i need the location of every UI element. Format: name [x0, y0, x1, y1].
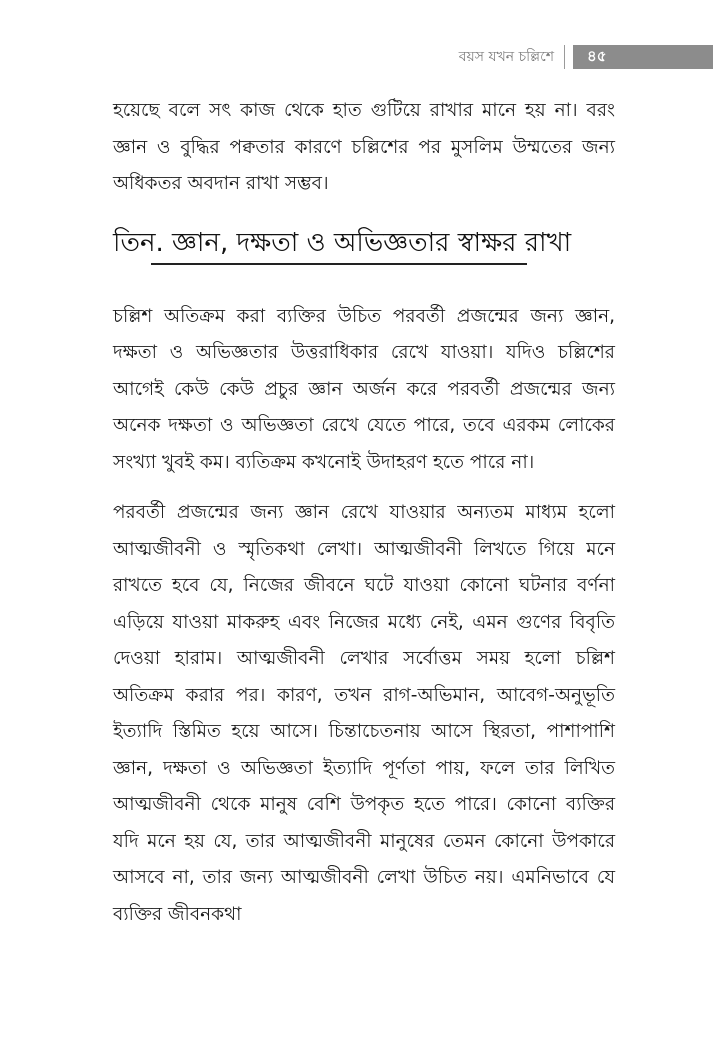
- section-heading: তিন. জ্ঞান, দক্ষতা ও অভিজ্ঞতার স্বাক্ষর রাখা: [113, 227, 572, 258]
- paragraph-1: চল্লিশ অতিক্রম করা ব্যক্তির উচিত পরবর্তী প্রজন্মের জন্য জ্ঞান, দক্ষতা ও অভিজ্ঞতার উত্তরাধিকার রেখে যাওয়া। যদিও চল্লিশের আগেই কেউ কেউ প্রচুর জ্ঞান অর্জন করে পরবর্তী প্রজন্মের জন্য অনেক দক্ষতা ও অভিজ্ঞতা রেখে যেতে পারে, তবে এরকম লোকের সংখ্যা খুবই কম। ব্যতিক্রম কখনোই উদাহরণ হতে পারে না।: [113, 305, 615, 473]
- running-title: বয়স যখন চল্লিশে: [459, 45, 565, 69]
- paragraph-2: পরবর্তী প্রজন্মের জন্য জ্ঞান রেখে যাওয়ার অন্যতম মাধ্যম হলো আত্মজীবনী ও স্মৃতিকথা লেখা। আত্মজীবনী লিখতে গিয়ে মনে রাখতে হবে যে, নিজের জীবনে ঘটে যাওয়া কোনো ঘটনার বর্ণনা এড়িয়ে যাওয়া মাকরুহ এবং নিজের মধ্যে নেই, এমন গুণের বিবৃতি দেওয়া হারাম। আত্মজীবনী লেখার সর্বোত্তম সময় হলো চল্লিশ অতিক্রম করার পর। কারণ, তখন রাগ-অভিমান, আবেগ-অনুভূতি ইত্যাদি স্তিমিত হয়ে আসে। চিন্তাচেতনায় আসে স্থিরতা, পাশাপাশি জ্ঞান, দক্ষতা ও অভিজ্ঞতা ইত্যাদি পূর্ণতা পায়, ফলে তার লিখিত আত্মজীবনী থেকে মানুষ বেশি উপকৃত হতে পারে। কোনো ব্যক্তির যদি মনে হয় যে, তার আত্মজীবনী মানুষের তেমন কোনো উপকারে আসবে না, তার জন্য আত্মজীবনী লেখা উচিত নয়। এমনিভাবে যে ব্যক্তির জীবনকথা: [113, 502, 615, 925]
- page-content: [113, 93, 615, 933]
- paragraph-continued: হয়েছে বলে সৎ কাজ থেকে হাত গুটিয়ে রাখার মানে হয় না। বরং জ্ঞান ও বুদ্ধির পক্বতার কারণে চল্লিশের পর মুসলিম উম্মতের জন্য অধিকতর অবদান রাখা সম্ভব।: [113, 100, 615, 194]
- section-heading-block: [113, 223, 615, 265]
- heading-underline: [151, 263, 527, 265]
- page-number: ৪৫: [573, 45, 713, 69]
- running-header: [459, 45, 713, 69]
